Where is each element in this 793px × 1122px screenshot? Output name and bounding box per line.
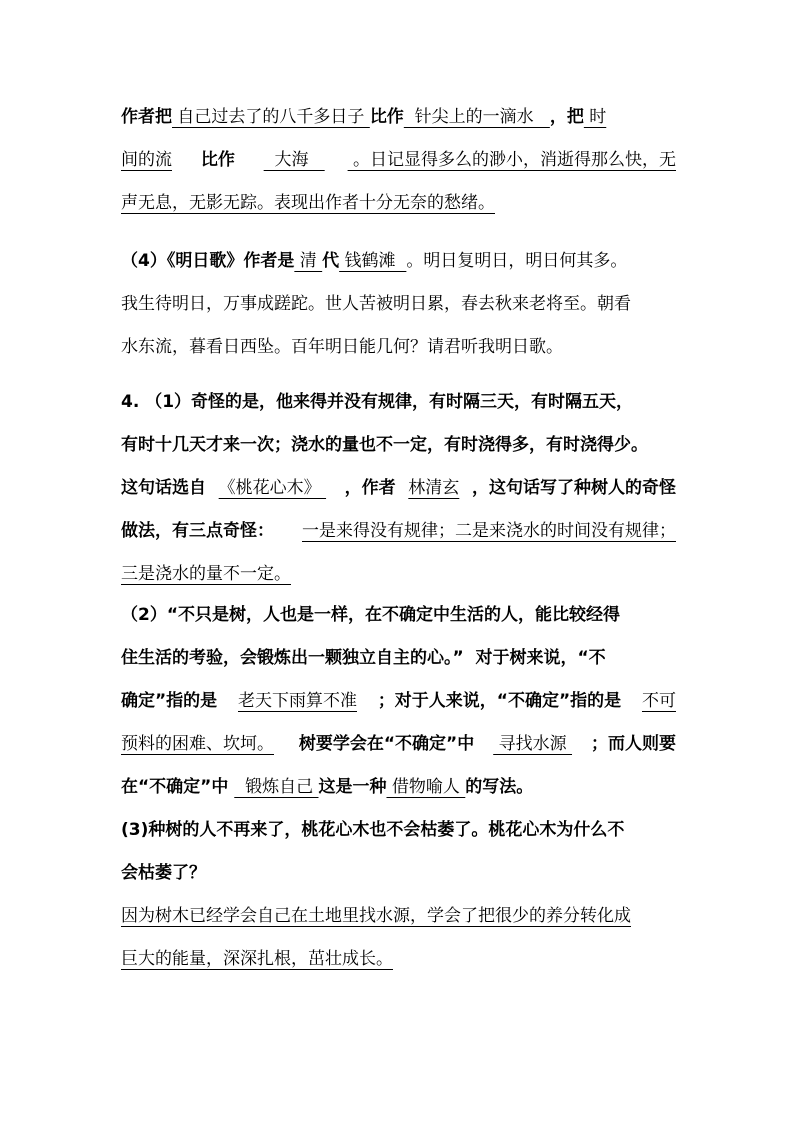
text-line: [121, 813, 676, 847]
question-text: 代: [322, 251, 340, 271]
question-text: （2）“不只是树，人也是一样，在不确定中生活的人，能比较经得: [121, 605, 621, 625]
answer-text: 针尖上的一滴水: [403, 107, 550, 127]
question-text: 。明日复明日，明日何其多。: [406, 251, 628, 271]
answer-text: 因为树木已经学会自己在土地里找水源，学会了把很少的养分转化成: [121, 906, 631, 926]
text-line: [121, 856, 676, 890]
answer-text: 《桃花心木》: [218, 478, 327, 498]
text-line: [121, 598, 676, 632]
text-line: [121, 330, 676, 364]
answer-text: 老天下雨算不准: [238, 691, 357, 711]
answer-text: 三是浇水的量不一定。: [121, 564, 291, 584]
question-text: 水东流，暮看日西坠。百年明日能几何？请君听我明日歌。: [121, 337, 563, 357]
question-text: 住生活的考验，会锻炼出一颗独立自主的心。” 对于树来说，“不: [121, 648, 606, 668]
text-line: [121, 514, 676, 548]
question-text: (3)种树的人不再来了，桃花心木也不会枯萎了。桃花心木为什么不: [121, 820, 625, 840]
question-text: 作者把: [121, 107, 172, 127]
question-text: 这句话选自: [121, 478, 206, 498]
question-text: ；对于人来说，“不确定”指的是: [377, 691, 622, 711]
question-text: 会枯萎了？: [121, 863, 206, 883]
text-line: [121, 684, 676, 718]
text-line: [121, 770, 676, 804]
question-text: 在“不确定”中: [121, 777, 235, 797]
question-text: 树要学会在“不确定”中: [292, 734, 475, 754]
answer-text: 清: [294, 251, 323, 271]
answer-text: 锻炼自己: [234, 777, 319, 797]
question-text: 比作: [194, 150, 241, 170]
answer-text: 声无息，无影无踪。表现出作者十分无奈的愁绪。: [121, 193, 495, 213]
text-line: [121, 471, 676, 505]
answer-text: 一是来得没有规律；二是来浇水的时间没有规律；: [302, 521, 676, 541]
answer-text: 巨大的能量，深深扎根，茁壮成长。: [121, 949, 393, 969]
answer-text: 不可: [641, 691, 676, 711]
text-line: [121, 385, 676, 419]
question-text: 确定”指的是: [121, 691, 218, 711]
question-text: 的写法。: [465, 777, 534, 797]
question-text: 这是一种: [318, 777, 387, 797]
answer-text: 寻找水源: [493, 734, 573, 754]
text-line: [121, 899, 676, 933]
question-text: 做法，有三点奇怪：: [121, 521, 274, 541]
text-line: [121, 100, 676, 134]
text-line: [121, 727, 676, 761]
text-line: [121, 641, 676, 675]
question-text: ，把: [549, 107, 584, 127]
question-text: 有时十几天才来一次；浇水的量也不一定，有时浇得多，有时浇得少。: [121, 435, 648, 455]
answer-text: 借物喻人: [386, 777, 466, 797]
answer-text: 钱鹤滩: [339, 251, 407, 271]
question-text: 4. （1）奇怪的是，他来得并没有规律，有时隔三天，有时隔五天，: [121, 392, 634, 412]
question-text: ，作者: [338, 478, 396, 498]
answer-text: 时: [583, 107, 607, 127]
question-text: 比作: [369, 107, 404, 127]
question-text: 我生待明日，万事成蹉跎。世人苦被明日累，春去秋来老将至。朝看: [121, 294, 631, 314]
answer-text: 大海: [263, 150, 325, 170]
answer-text: 自己过去了的八千多日子: [172, 107, 370, 127]
answer-text: 。日记显得多么的渺小，消逝得那么快，无: [347, 150, 676, 170]
text-line: [121, 143, 676, 177]
text-line: [121, 557, 676, 591]
answer-text: 林清玄: [408, 478, 460, 498]
question-text: （4）《明日歌》作者是: [121, 251, 295, 271]
question-text: ，这句话写了种树人的奇怪: [471, 478, 676, 498]
text-line: [121, 287, 676, 321]
text-line: [121, 428, 676, 462]
question-text: ；而人则要: [590, 734, 676, 754]
text-line: [121, 942, 676, 976]
answer-text: 预料的困难、坎坷。: [121, 734, 274, 754]
text-line: [121, 244, 676, 278]
text-line: [121, 186, 676, 220]
answer-text: 间的流: [121, 150, 172, 170]
